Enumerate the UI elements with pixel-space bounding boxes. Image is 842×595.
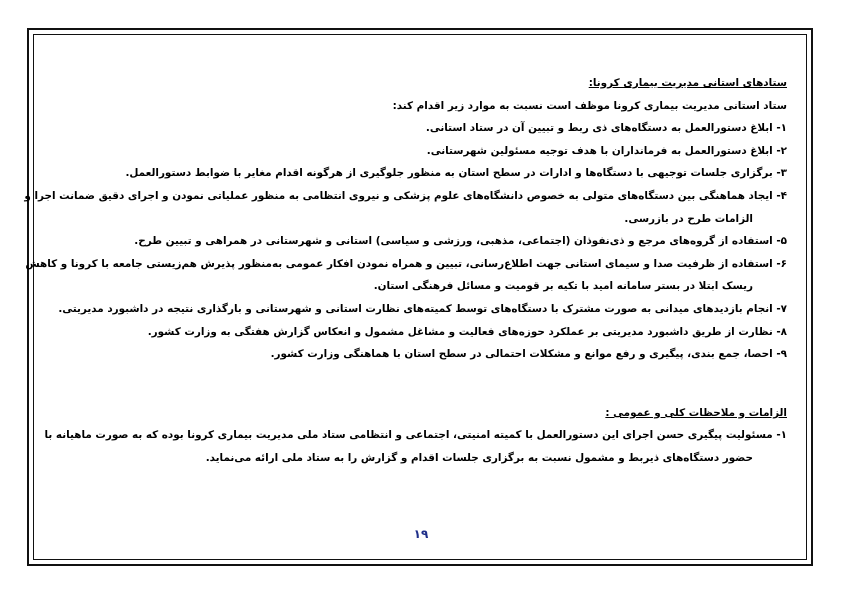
section-spacer [55,366,787,402]
section1-item-6-continued: ریسک ابتلا در بستر سامانه امید با تکیه بر قومیت و مسائل فرهنگی استان. [373,280,753,293]
section1-item-2: ۲- ابلاغ دستورالعمل به فرمانداران با هدف توجیه مسئولین شهرستانی. [426,144,787,157]
section1-intro: ستاد استانی مدیریت بیماری کرونا موظف است نسبت به موارد زیر اقدام کند: [392,99,787,112]
section2-item-1: ۱- مسئولیت پیگیری حسن اجرای این دستورالعمل با کمیته امنیتی، اجتماعی و انتظامی ستاد ملی مدیریت بیماری کرونا بوده که به صورت ماهیانه با [44,429,787,442]
section1-item-9: ۹- احصا، جمع بندی، پیگیری و رفع موانع و مشکلات احتمالی در سطح استان با هماهنگی وزارت کشور. [270,348,787,361]
section2-heading: الزامات و ملاحظات کلی و عمومی : [605,406,787,419]
section1-item-3: ۳- برگزاری جلسات توجیهی با دستگاه‌ها و ادارات در سطح استان به منظور جلوگیری از هرگونه اقدام مغایر با ضوابط دستورالعمل. [125,167,787,180]
section2-item-1-continued: حضور دستگاه‌های ذیربط و مشمول نسبت به برگزاری جلسات اقدام و گزارش را به ستاد ملی ارائه می‌نماید. [205,451,753,464]
section1-heading: ستادهای استانی مدیریت بیماری کرونا: [588,77,787,89]
section1-item-1: ۱- ابلاغ دستورالعمل به دستگاه‌های ذی ربط و تبیین آن در ستاد استانی. [425,122,787,135]
document-body [24,72,787,470]
section1-item-4-continued: الزامات طرح در بازرسی. [624,212,753,225]
section1-item-4: ۴- ایجاد هماهنگی بین دستگاه‌های متولی به خصوص دانشگاه‌های علوم پزشکی و نیروی انتظامی به منظور عملیاتی نمودن و اجرای دقیق ضمانت اجرا و [24,189,787,202]
section1-item-7: ۷- انجام بازدیدهای میدانی به صورت مشترک با دستگاه‌های توسط کمیته‌های نظارت استانی و شهرستانی و بارگذاری نتیجه در داشبورد مدیریتی. [58,302,787,315]
section1-item-6: ۶- استفاده از ظرفیت صدا و سیمای استانی جهت اطلاع‌رسانی، تبیین و همراه نمودن افکار عمومی به‌منظور پذیرش هم‌زیستی جامعه با کرونا و کاهش [25,257,787,270]
page-number: ۱۹ [413,527,429,541]
section1-item-8: ۸- نظارت از طریق داشبورد مدیریتی بر عملکرد حوزه‌های فعالیت و مشاغل مشمول و انعکاس گزارش هفتگی به وزارت کشور. [147,325,787,338]
section1-item-5: ۵- استفاده از گروه‌های مرجع و ذی‌نفوذان (اجتماعی، مذهبی، ورزشی و سیاسی) استانی و شهرستانی در همراهی و تبیین طرح. [134,235,787,248]
